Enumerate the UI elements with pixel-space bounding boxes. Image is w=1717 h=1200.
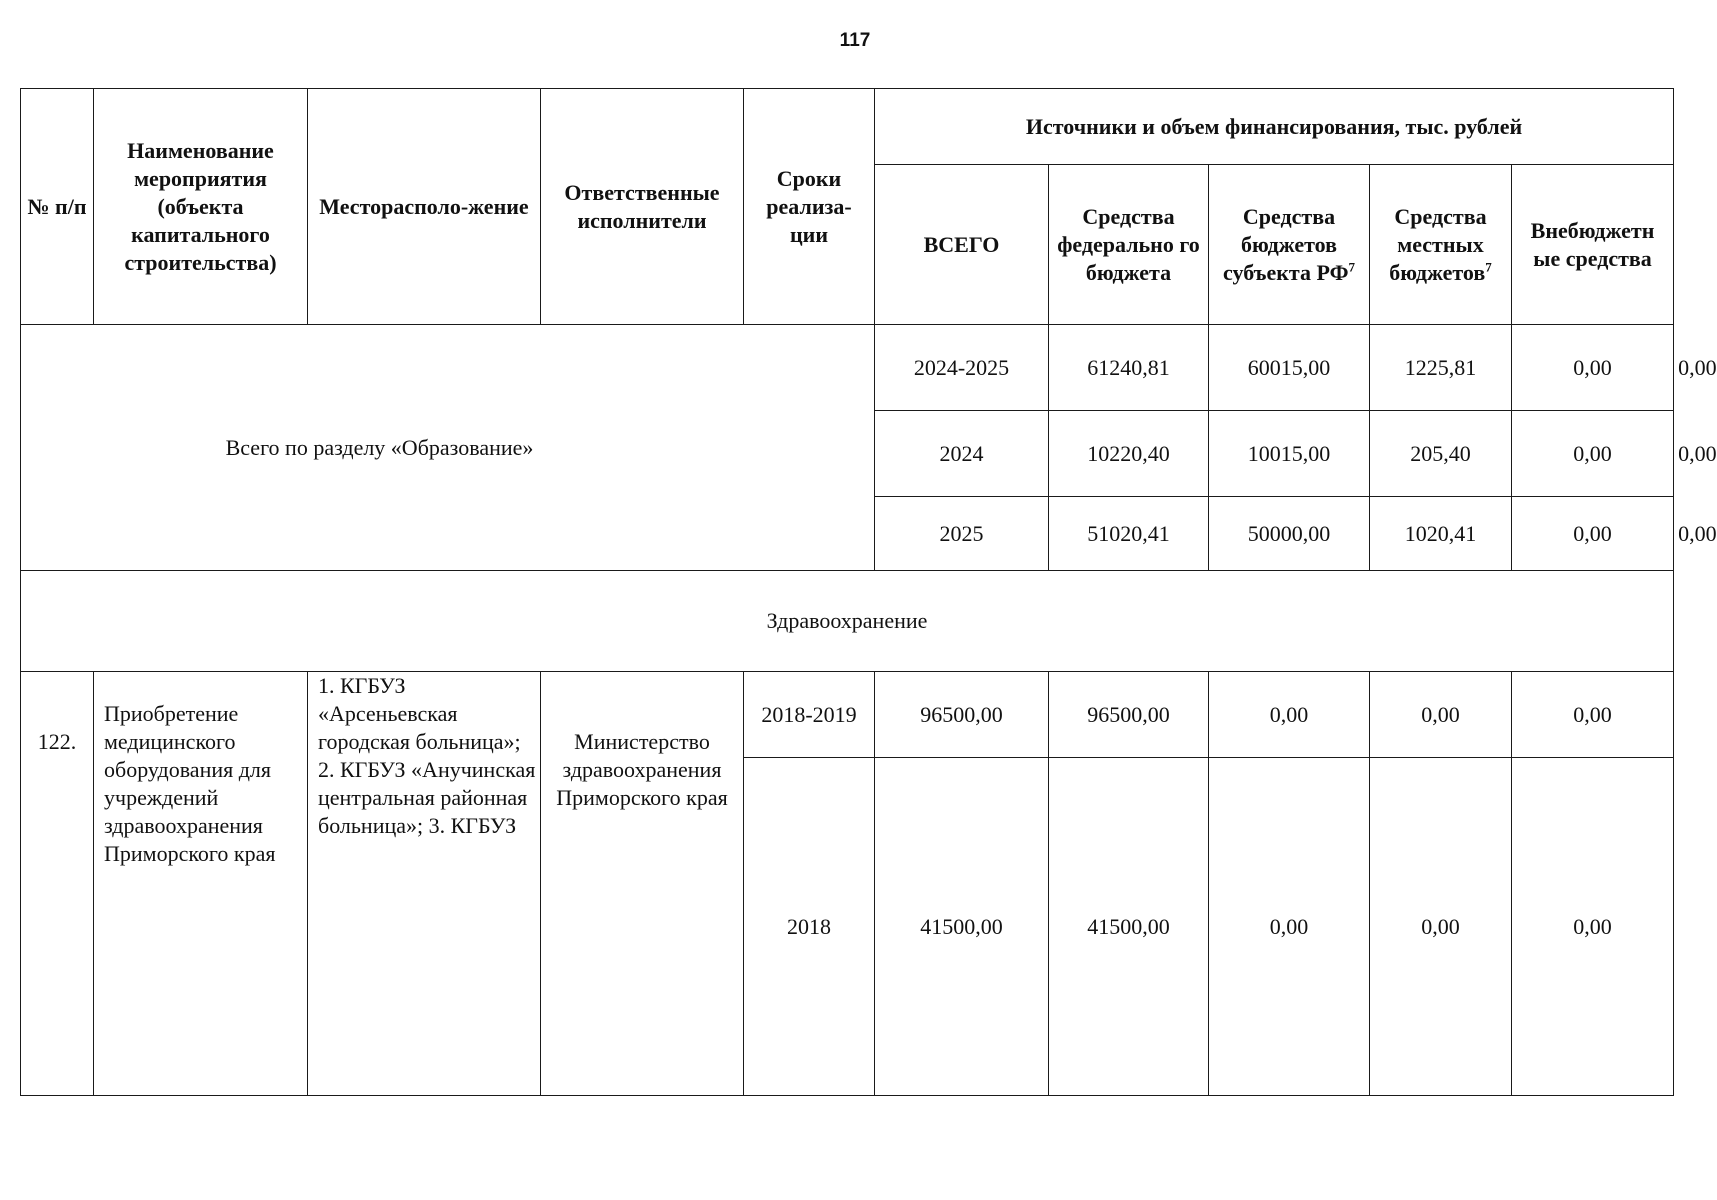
federal-cell: 60015,00 [1209, 325, 1370, 411]
period-cell: 2024-2025 [875, 325, 1049, 411]
table-row [21, 672, 1674, 758]
table-row: 2025 51020,41 50000,00 1020,41 0,00 0,00 [21, 497, 1674, 571]
regional-cell: 0,00 [1209, 672, 1370, 758]
table-row: Всего по разделу «Образование» 2024-2025 61240,81 60015,00 1225,81 0,00 0,00 [21, 325, 1674, 411]
page-number: 117 [839, 30, 871, 51]
item-responsible: Министерство здравоохранения Приморского края [541, 672, 744, 1096]
total-cell: 61240,81 [1049, 325, 1209, 411]
local-cell: 0,00 [1512, 411, 1674, 497]
financing-table [20, 88, 1717, 1096]
regional-cell: 205,40 [1370, 411, 1512, 497]
header-offbudget: Внебюджетн ые средства [1512, 165, 1674, 325]
header-sources: Источники и объем финансирования, тыс. рублей [875, 89, 1674, 165]
header-local-footnote: 7 [1485, 259, 1492, 275]
federal-cell: 96500,00 [1049, 672, 1209, 758]
regional-cell: 0,00 [1209, 758, 1370, 1096]
local-cell: 0,00 [1370, 758, 1512, 1096]
header-regional [1209, 165, 1370, 325]
total-cell: 41500,00 [875, 758, 1049, 1096]
federal-cell: 50000,00 [1209, 497, 1370, 571]
header-local-label: Средства местных бюджетов [1389, 203, 1487, 285]
offbudget-cell: 0,00 [1512, 672, 1674, 758]
header-name: Наименование мероприятия (объекта капитального строительства) [94, 89, 308, 325]
total-cell: 96500,00 [875, 672, 1049, 758]
table-row: 2024 10220,40 10015,00 205,40 0,00 0,00 [21, 411, 1674, 497]
period-cell: 2018-2019 [744, 672, 875, 758]
local-cell: 0,00 [1512, 325, 1674, 411]
header-regional-footnote: 7 [1348, 259, 1355, 275]
header-row-1 [21, 89, 1674, 165]
offbudget-cell: 0,00 [1512, 758, 1674, 1096]
federal-cell: 10015,00 [1209, 411, 1370, 497]
header-responsible: Ответственные исполнители [541, 89, 744, 325]
header-num: № п/п [21, 89, 94, 325]
regional-cell: 1020,41 [1370, 497, 1512, 571]
item-number: 122. [21, 672, 94, 1096]
regional-cell: 1225,81 [1370, 325, 1512, 411]
total-cell: 10220,40 [1049, 411, 1209, 497]
header-regional-label: Средства бюджетов субъекта РФ [1223, 203, 1349, 285]
period-cell: 2018 [744, 758, 875, 1096]
header-local [1370, 165, 1512, 325]
header-location: Месторасполо-жение [308, 89, 541, 325]
local-cell: 0,00 [1370, 672, 1512, 758]
section-row-health [21, 571, 1674, 672]
federal-cell: 41500,00 [1049, 758, 1209, 1096]
education-total-label: Всего по разделу «Образование» [21, 325, 875, 571]
period-cell: 2024 [875, 411, 1049, 497]
item-name: Приобретение медицинского оборудования для учреждений здравоохранения Приморского края [94, 672, 308, 1096]
header-federal: Средства федерально го бюджета [1049, 165, 1209, 325]
item-location: 1. КГБУЗ «Арсеньевская городская больница»; 2. КГБУЗ «Анучинская центральная районная больница»; 3. КГБУЗ [308, 672, 541, 1096]
header-period: Сроки реализа-ции [744, 89, 875, 325]
period-cell: 2025 [875, 497, 1049, 571]
header-total: ВСЕГО [875, 165, 1049, 325]
total-cell: 51020,41 [1049, 497, 1209, 571]
local-cell: 0,00 [1512, 497, 1674, 571]
section-title: Здравоохранение [21, 571, 1674, 672]
